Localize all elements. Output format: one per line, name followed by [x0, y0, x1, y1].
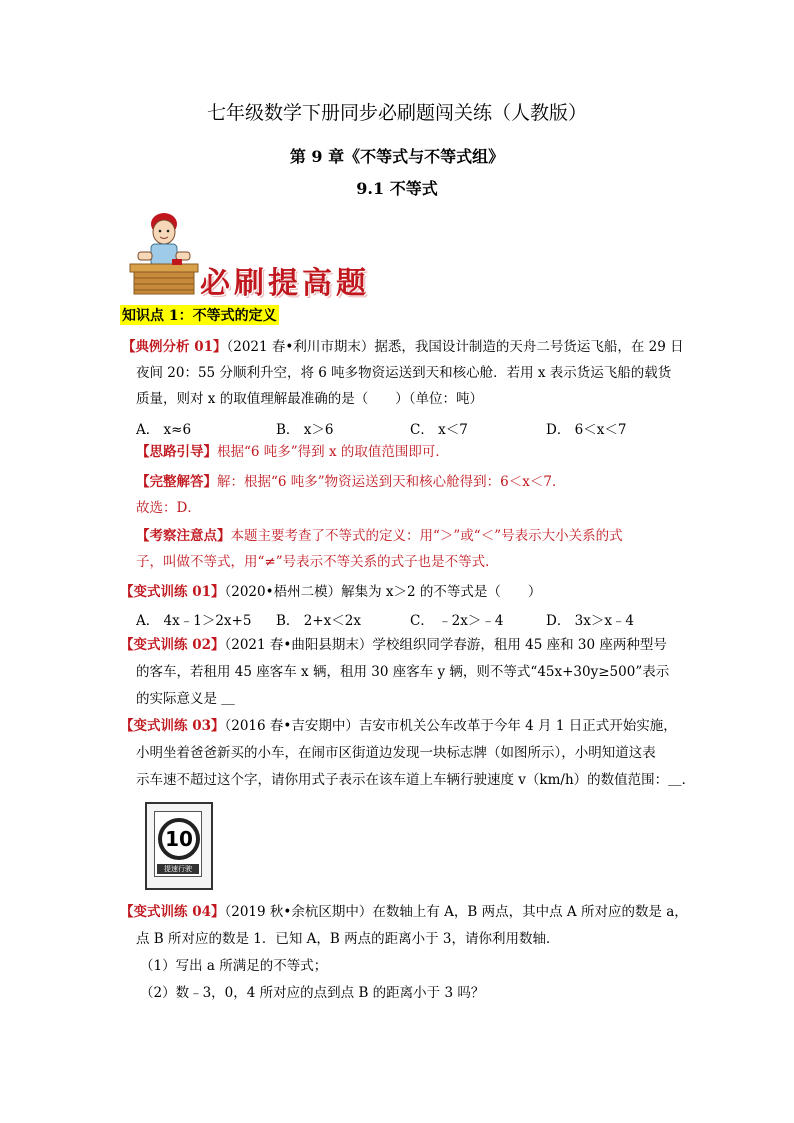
example-line-1 [122, 337, 684, 357]
exercise-1-option-a: A． 4x﹣1＞2x+5 [136, 613, 252, 629]
exercise-1-text: （2020•梧州二模）解集为 x＞2 的不等式是（ ） [224, 584, 542, 600]
note-line-1 [136, 526, 623, 546]
example-option-c: C． x＜7 [410, 422, 468, 438]
exercise-4-question-2: （2）数﹣3，0，4 所对应的点到点 B 的距离小于 3 吗？ [140, 985, 485, 1001]
example-option-b: B． x＞6 [276, 422, 334, 438]
exercise-1-option-b: B． 2+x＜2x [276, 613, 361, 629]
example-text-3: 质量，则对 x 的取值理解最准确的是（ ）（单位：吨） [136, 391, 483, 407]
hint-text: 根据“6 吨多”得到 x 的取值范围即可． [217, 444, 449, 460]
sign-panel [154, 811, 202, 877]
answer-choice: 故选：D． [136, 500, 201, 516]
exercise-2-tag: 【变式训练 02】 [120, 637, 225, 653]
note-text-2: 子，叫做不等式，用“≠”号表示不等关系的式子也是不等式． [136, 554, 499, 570]
section-title: 9.1 不等式 [356, 179, 438, 198]
answer-tag: 【完整解答】 [136, 474, 217, 490]
speed-limit-sign [145, 802, 213, 890]
student-desk-illustration [128, 208, 200, 300]
banner-title: 必刷提高题 [200, 266, 370, 301]
exercise-3-text-2: 小明坐着爸爸新买的小车，在闹市区街道边发现一块标志牌（如图所示），小明知道这表 [136, 745, 656, 761]
exercise-3-text-1: （2016 春•吉安期中）吉安市机关公车改革于今年 4 月 1 日正式开始实施， [224, 718, 677, 734]
example-tag: 【典例分析 01】 [122, 339, 227, 355]
exercise-1-option-c: C． ﹣2x＞﹣4 [410, 613, 504, 629]
answer-text: 解：根据“6 吨多”物资运送到天和核心舱得到：6＜x＜7． [217, 474, 566, 490]
example-option-a: A． x≈6 [136, 422, 192, 438]
example-text-1: （2021 春•利川市期末）据悉，我国设计制造的天舟二号货运飞船，在 29 日 [226, 339, 684, 355]
exercise-4-text-1: （2019 秋•余杭区期中）在数轴上有 A，B 两点，其中点 A 所对应的数是 a， [224, 904, 688, 920]
exercise-4-line-1 [120, 902, 688, 922]
knowledge-point-heading: 知识点 1：不等式的定义 [120, 305, 279, 325]
exercise-2-line-1 [120, 635, 667, 655]
exercise-1-line [120, 582, 541, 602]
chapter-title: 第 9 章《不等式与不等式组》 [289, 147, 505, 166]
exercise-3-text-3: 示车速不超过这个字，请你用式子表示在该车道上车辆行驶速度 v（km/h）的数值范围：＿． [136, 772, 696, 788]
exercise-3-tag: 【变式训练 03】 [120, 718, 225, 734]
document-title: 七年级数学下册同步必刷题闯关练（人教版） [206, 102, 587, 124]
sign-label: 提速行驶 [157, 864, 199, 874]
exercise-2-text-3: 的实际意义是 ＿ [136, 691, 235, 707]
exercise-3-line-1 [120, 716, 677, 736]
hint-tag: 【思路引导】 [136, 444, 217, 460]
exercise-4-question-1: （1）写出 a 所满足的不等式； [140, 958, 328, 974]
hint-line [136, 442, 449, 462]
exercise-4-text-2: 点 B 所对应的数是 1．已知 A，B 两点的距离小于 3，请你利用数轴． [136, 931, 560, 947]
example-option-d: D． 6＜x＜7 [546, 422, 627, 438]
answer-line [136, 472, 565, 492]
sign-number: 10 [158, 818, 200, 860]
exercise-2-text-2: 的客车，若租用 45 座客车 x 辆，租用 30 座客车 y 辆，则不等式“45x+30y≥500”表示 [136, 664, 670, 680]
note-text-1: 本题主要考查了不等式的定义：用“＞”或“＜”号表示大小关系的式 [230, 528, 623, 544]
exercise-1-option-d: D． 3x＞x﹣4 [546, 613, 635, 629]
example-text-2: 夜间 20：55 分顺利升空，将 6 吨多物资运送到天和核心舱．若用 x 表示货运飞船的载货 [136, 365, 672, 381]
exercise-4-tag: 【变式训练 04】 [120, 904, 225, 920]
note-tag: 【考察注意点】 [136, 528, 231, 544]
exercise-2-text-1: （2021 春•曲阳县期末）学校组织同学春游，租用 45 座和 30 座两种型号 [224, 637, 667, 653]
exercise-1-tag: 【变式训练 01】 [120, 584, 225, 600]
